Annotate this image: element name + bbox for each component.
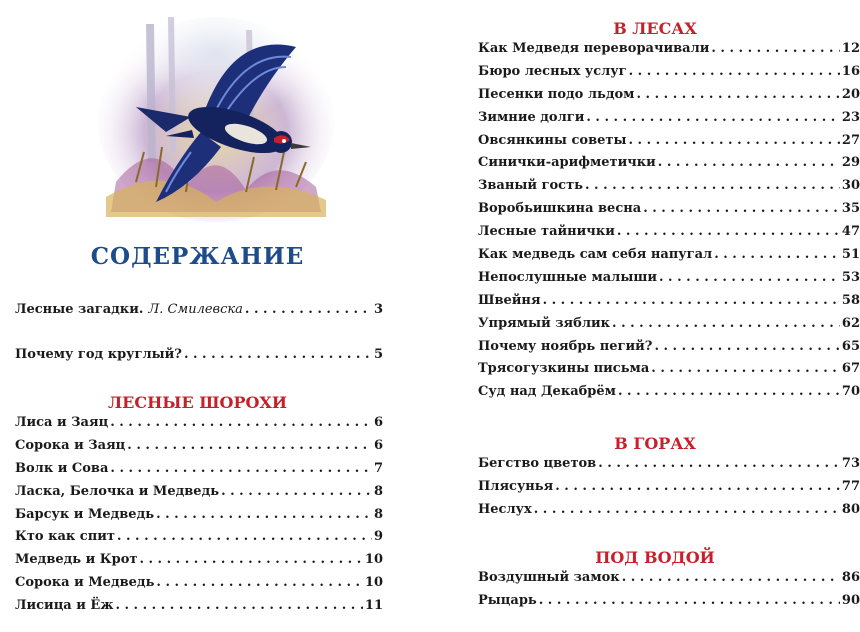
toc-entry[interactable] xyxy=(15,484,383,507)
toc-entry-title: Бегство цветов xyxy=(478,456,597,471)
toc-entry-title: Лиса и Заяц xyxy=(15,415,109,430)
intro-list xyxy=(15,302,383,325)
dot-leader xyxy=(221,484,372,499)
toc-entry[interactable] xyxy=(478,502,860,525)
toc-entry-title: Непослушные малыши xyxy=(478,269,657,285)
toc-entry-title: Воробьишкина весна xyxy=(478,201,642,217)
toc-entry-title: Как Медведя переворачивали xyxy=(478,41,710,56)
toc-entry[interactable] xyxy=(478,201,860,224)
toc-entry[interactable] xyxy=(478,456,860,479)
toc-entry[interactable] xyxy=(478,361,860,384)
dot-leader xyxy=(110,461,372,476)
toc-entry-title: Лесные загадки. xyxy=(15,302,144,317)
dot-leader xyxy=(534,502,840,517)
toc-entry[interactable] xyxy=(478,178,860,201)
dot-leader xyxy=(654,339,839,354)
toc-entry-title: Песенки подо льдом xyxy=(478,86,635,102)
toc-entry-page: 73 xyxy=(841,456,860,471)
toc-entry-title: Почему ноябрь пегий? xyxy=(478,338,653,354)
toc-entry-page: 6 xyxy=(373,437,383,453)
toc-entry[interactable] xyxy=(478,293,860,316)
dot-leader xyxy=(636,87,839,102)
toc-entry-page: 65 xyxy=(841,338,860,354)
toc-entry-page: 58 xyxy=(841,292,860,308)
section-title-v-lesah: В ЛЕСАХ xyxy=(613,19,697,38)
toc-entry-page: 80 xyxy=(841,501,860,517)
toc-entry[interactable] xyxy=(15,507,383,530)
toc-entry-title: Воздушный замок xyxy=(478,570,620,585)
dot-leader xyxy=(543,293,840,308)
dot-leader xyxy=(539,593,840,608)
dot-leader xyxy=(643,201,840,216)
dot-leader xyxy=(115,598,362,613)
toc-entry-page: 20 xyxy=(841,86,860,102)
dot-leader xyxy=(245,302,372,317)
section-title-lesnye-shorohi: ЛЕСНЫЕ ШОРОХИ xyxy=(108,393,287,412)
toc-entry-page: 51 xyxy=(841,247,860,263)
toc-entry-page: 27 xyxy=(841,132,860,148)
toc-entry-title: Волк и Сова xyxy=(15,460,109,476)
section-title-v-gorah: В ГОРАХ xyxy=(614,434,696,453)
toc-entry-page: 7 xyxy=(373,460,383,476)
toc-entry-title: Рыцарь xyxy=(478,592,537,608)
dot-leader xyxy=(585,178,840,193)
intro-list-2 xyxy=(15,347,383,370)
dot-leader xyxy=(184,347,372,362)
toc-entry[interactable] xyxy=(478,384,860,407)
right-page xyxy=(460,0,860,632)
toc-entry-title: Сорока и Медведь xyxy=(15,575,155,591)
toc-entry-pochemu-god[interactable] xyxy=(15,347,383,370)
toc-entry[interactable] xyxy=(15,438,383,461)
toc-entry-title: Медведь и Крот xyxy=(15,552,138,568)
toc-entry-page: 6 xyxy=(373,415,383,430)
dot-leader xyxy=(127,438,372,453)
dot-leader xyxy=(586,110,840,125)
dot-leader xyxy=(598,456,840,471)
toc-entry-title: Упрямый зяблик xyxy=(478,315,611,331)
toc-entry-title: Неслух xyxy=(478,501,532,517)
toc-entry[interactable] xyxy=(478,479,860,502)
toc-entry[interactable] xyxy=(478,247,860,270)
toc-entry-page: 11 xyxy=(364,598,383,614)
toc-entry[interactable] xyxy=(478,110,860,133)
toc-entry[interactable] xyxy=(478,316,860,339)
left-page xyxy=(0,0,420,632)
toc-entry-title: Званый гость xyxy=(478,178,583,194)
toc-entry-title: Трясогузкины письма xyxy=(478,361,650,377)
toc-entry[interactable] xyxy=(478,270,860,293)
toc-entry[interactable] xyxy=(15,415,383,438)
toc-entry-lesnye-zagadki[interactable] xyxy=(15,302,383,325)
toc-entry-title: Бюро лесных услуг xyxy=(478,63,627,79)
dot-leader xyxy=(628,133,839,148)
toc-entry-title: Швейня xyxy=(478,292,541,308)
toc-entry-title: Как медведь сам себя напугал xyxy=(478,247,713,263)
toc-entry-page: 10 xyxy=(364,552,383,568)
toc-entry[interactable] xyxy=(15,575,383,598)
section-list-v-lesah xyxy=(478,41,860,407)
toc-entry-page: 8 xyxy=(373,483,383,499)
toc-entry-page: 90 xyxy=(841,592,860,608)
toc-entry[interactable] xyxy=(478,570,860,593)
dot-leader xyxy=(629,64,840,79)
toc-entry[interactable] xyxy=(478,155,860,178)
toc-entry-page: 23 xyxy=(841,109,860,125)
toc-entry-page: 67 xyxy=(841,361,860,377)
dot-leader xyxy=(117,529,372,544)
toc-entry-title: Ласка, Белочка и Медведь xyxy=(15,483,220,499)
dot-leader xyxy=(651,361,840,376)
toc-entry-page: 12 xyxy=(841,41,860,56)
section-list-pod-vodoy xyxy=(478,570,860,616)
toc-entry-page: 16 xyxy=(841,63,860,79)
toc-entry-page: 8 xyxy=(373,506,383,522)
toc-entry-page: 3 xyxy=(373,302,383,317)
dot-leader xyxy=(714,247,840,262)
toc-entry-title: Синички-арифметички xyxy=(478,155,656,171)
dot-leader xyxy=(139,552,362,567)
toc-entry-title: Кто как спит xyxy=(15,529,115,545)
toc-entry-title: Сорока и Заяц xyxy=(15,437,126,453)
toc-entry-author: Л. Смилевска xyxy=(148,302,243,317)
page-title: СОДЕРЖАНИЕ xyxy=(90,243,305,270)
toc-entry-title: Плясунья xyxy=(478,478,554,494)
dot-leader xyxy=(156,507,372,522)
toc-entry-title: Лисица и Ёж xyxy=(15,598,114,614)
toc-entry[interactable] xyxy=(478,133,860,156)
toc-entry-title: Лесные тайнички xyxy=(478,224,615,240)
toc-entry-page: 70 xyxy=(841,384,860,400)
toc-entry[interactable] xyxy=(15,529,383,552)
section-title-pod-vodoy: ПОД ВОДОЙ xyxy=(595,548,715,567)
dot-leader xyxy=(622,570,840,585)
toc-entry-title: Зимние долги xyxy=(478,109,585,125)
toc-entry-page: 29 xyxy=(841,155,860,171)
toc-entry[interactable] xyxy=(478,64,860,87)
toc-entry-page: 62 xyxy=(841,315,860,331)
dot-leader xyxy=(659,270,840,285)
toc-entry[interactable] xyxy=(15,598,383,621)
toc-entry-page: 86 xyxy=(841,570,860,585)
dot-leader xyxy=(711,41,840,56)
toc-entry-title: Барсук и Медведь xyxy=(15,506,155,522)
toc-entry[interactable] xyxy=(15,552,383,575)
dot-leader xyxy=(110,415,372,430)
toc-entry-page: 53 xyxy=(841,269,860,285)
toc-entry[interactable] xyxy=(15,461,383,484)
toc-entry-title: Почему год круглый? xyxy=(15,347,182,362)
toc-entry-page: 9 xyxy=(373,529,383,545)
dot-leader xyxy=(618,384,840,399)
toc-entry[interactable] xyxy=(478,593,860,616)
dot-leader xyxy=(617,224,840,239)
section-list-v-gorah xyxy=(478,456,860,525)
toc-entry-page: 10 xyxy=(364,575,383,591)
section-list-lesnye-shorohi xyxy=(15,415,383,621)
dot-leader xyxy=(555,479,840,494)
woodpecker-illustration xyxy=(96,12,336,224)
dot-leader xyxy=(658,155,840,170)
toc-entry-page: 5 xyxy=(373,347,383,362)
toc-entry-page: 47 xyxy=(841,224,860,240)
toc-entry-title: Овсянкины советы xyxy=(478,132,627,148)
toc-entry-page: 30 xyxy=(841,178,860,194)
dot-leader xyxy=(156,575,363,590)
toc-entry-page: 35 xyxy=(841,201,860,217)
toc-entry-title: Суд над Декабрём xyxy=(478,384,616,400)
toc-entry[interactable] xyxy=(478,87,860,110)
toc-entry[interactable] xyxy=(478,224,860,247)
toc-entry-page: 77 xyxy=(841,478,860,494)
toc-entry[interactable] xyxy=(478,41,860,64)
toc-entry[interactable] xyxy=(478,339,860,362)
dot-leader xyxy=(612,316,840,331)
